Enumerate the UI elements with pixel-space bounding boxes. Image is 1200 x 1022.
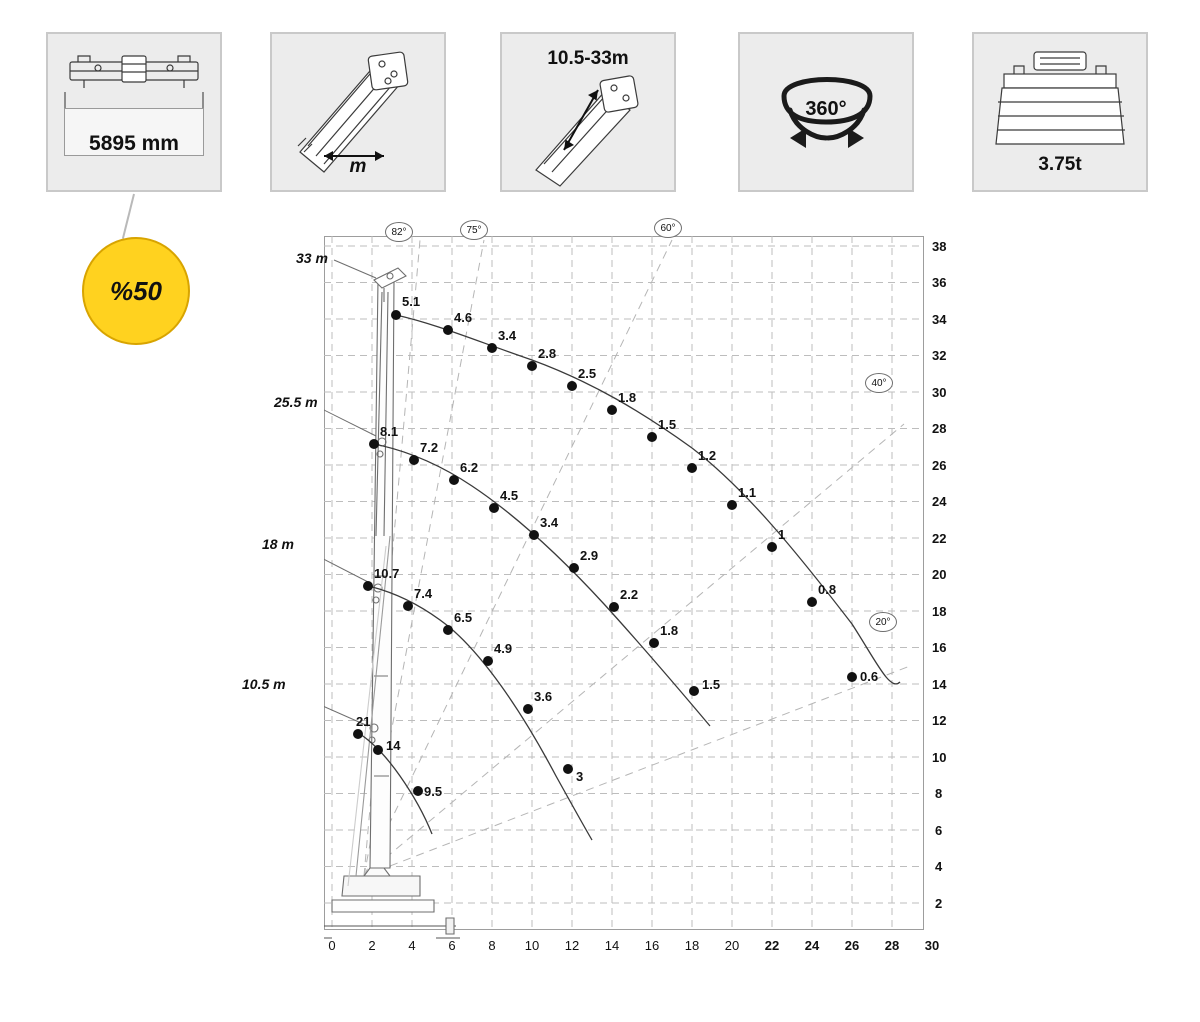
y-tick-26: 26 [932,458,947,473]
capacity-label-105-3: 9.5 [424,784,443,799]
x-tick-30: 30 [924,938,940,953]
capacity-label-33-1: 5.1 [402,294,421,309]
capacity-label-33-6: 1.8 [618,390,637,405]
x-tick-20: 20 [724,938,740,953]
capacity-label-33-3: 3.4 [498,328,517,343]
measure-tick-right [202,92,204,108]
x-tick-10: 10 [524,938,540,953]
capacity-label-255-8: 1.8 [660,623,679,638]
slew-rotation-icon-box [738,32,914,192]
measure-tick-left [64,92,66,108]
boom-length-label-10-5: 10.5 m [242,676,286,692]
capacity-data-points [353,310,857,796]
capacity-label-33-10: 1 [778,527,786,542]
x-tick-8: 8 [488,938,496,953]
capacity-label-18-2: 7.4 [414,586,433,601]
capacity-label-18-5: 3.6 [534,689,553,704]
top-icon-row [0,0,1200,205]
boom-length-range-label: 10.5-33m [547,48,629,69]
capacity-label-255-4: 4.5 [500,488,519,503]
capacity-label-33-2: 4.6 [454,310,473,325]
y-tick-28: 28 [932,421,947,436]
y-tick-10: 10 [932,750,947,765]
capacity-label-33-7: 1.5 [658,417,677,432]
boom-length-range-icon-box [500,32,676,192]
capacity-label-18-1: 10.7 [374,566,400,581]
capacity-label-33-5: 2.5 [578,366,597,381]
capacity-label-33-8: 1.2 [698,448,717,463]
x-tick-0: 0 [328,938,336,953]
boom-extension-icon-box [270,32,446,192]
y-tick-38: 38 [932,239,947,254]
y-tick-12: 12 [932,713,947,728]
capacity-label-33-11: 0.8 [818,582,837,597]
x-tick-14: 14 [604,938,620,953]
x-tick-12: 12 [564,938,580,953]
capacity-label-255-7: 2.2 [620,587,639,602]
payload-capacity-label: 3.75t [1038,154,1082,175]
angle-bubble-20: 20° [869,612,897,632]
y-tick-4: 4 [935,859,943,874]
slew-rotation-label: 360° [805,98,847,120]
x-tick-6: 6 [448,938,456,953]
capacity-label-18-6: 3 [576,769,584,784]
angle-bubble-75: 75° [460,220,488,240]
capacity-label-255-3: 6.2 [460,460,479,475]
capacity-label-255-1: 8.1 [380,424,399,439]
capacity-label-255-9: 1.5 [702,677,721,692]
load-capacity-chart [242,222,947,960]
x-tick-4: 4 [408,938,416,953]
x-tick-24: 24 [804,938,820,953]
outrigger-width-icon-box [46,32,222,192]
boom-length-label-18: 18 m [262,536,294,552]
outrigger-width-label: 5895 mm [89,132,179,155]
x-tick-2: 2 [368,938,376,953]
capacity-label-33-12: 0.6 [860,669,879,684]
capacity-label-255-5: 3.4 [540,515,559,530]
capacity-label-33-9: 1.1 [738,485,757,500]
capacity-percent-badge [82,237,190,345]
y-tick-16: 16 [932,640,947,655]
x-tick-28: 28 [884,938,900,953]
crane-silhouette [324,268,460,938]
x-tick-16: 16 [644,938,660,953]
capacity-label-105-2: 14 [386,738,401,753]
x-tick-18: 18 [684,938,700,953]
y-tick-30: 30 [932,385,947,400]
x-tick-26: 26 [844,938,860,953]
boom-length-label-25-5: 25.5 m [274,394,318,410]
angle-bubble-82: 82° [385,222,413,242]
y-tick-20: 20 [932,567,947,582]
angle-bubble-40: 40° [865,373,893,393]
y-tick-18: 18 [932,604,947,619]
capacity-label-255-2: 7.2 [420,440,439,455]
y-tick-14: 14 [932,677,947,692]
capacity-label-18-3: 6.5 [454,610,473,625]
y-tick-36: 36 [932,275,947,290]
y-tick-2: 2 [935,896,943,911]
capacity-label-18-4: 4.9 [494,641,513,656]
boom-length-label-33: 33 m [296,250,328,266]
capacity-label-105-1: 21 [356,714,371,729]
y-tick-8: 8 [935,786,943,801]
capacity-percent-label: %50 [109,275,163,306]
y-tick-24: 24 [932,494,947,509]
angle-rays [364,240,910,876]
angle-bubble-60: 60° [654,218,682,238]
y-tick-32: 32 [932,348,947,363]
capacity-label-33-4: 2.8 [538,346,557,361]
x-tick-22: 22 [764,938,780,953]
y-tick-22: 22 [932,531,947,546]
boom-extension-unit-label: m [349,156,367,177]
payload-capacity-icon-box [972,32,1148,192]
capacity-label-255-6: 2.9 [580,548,599,563]
y-tick-34: 34 [932,312,947,327]
y-tick-6: 6 [935,823,943,838]
